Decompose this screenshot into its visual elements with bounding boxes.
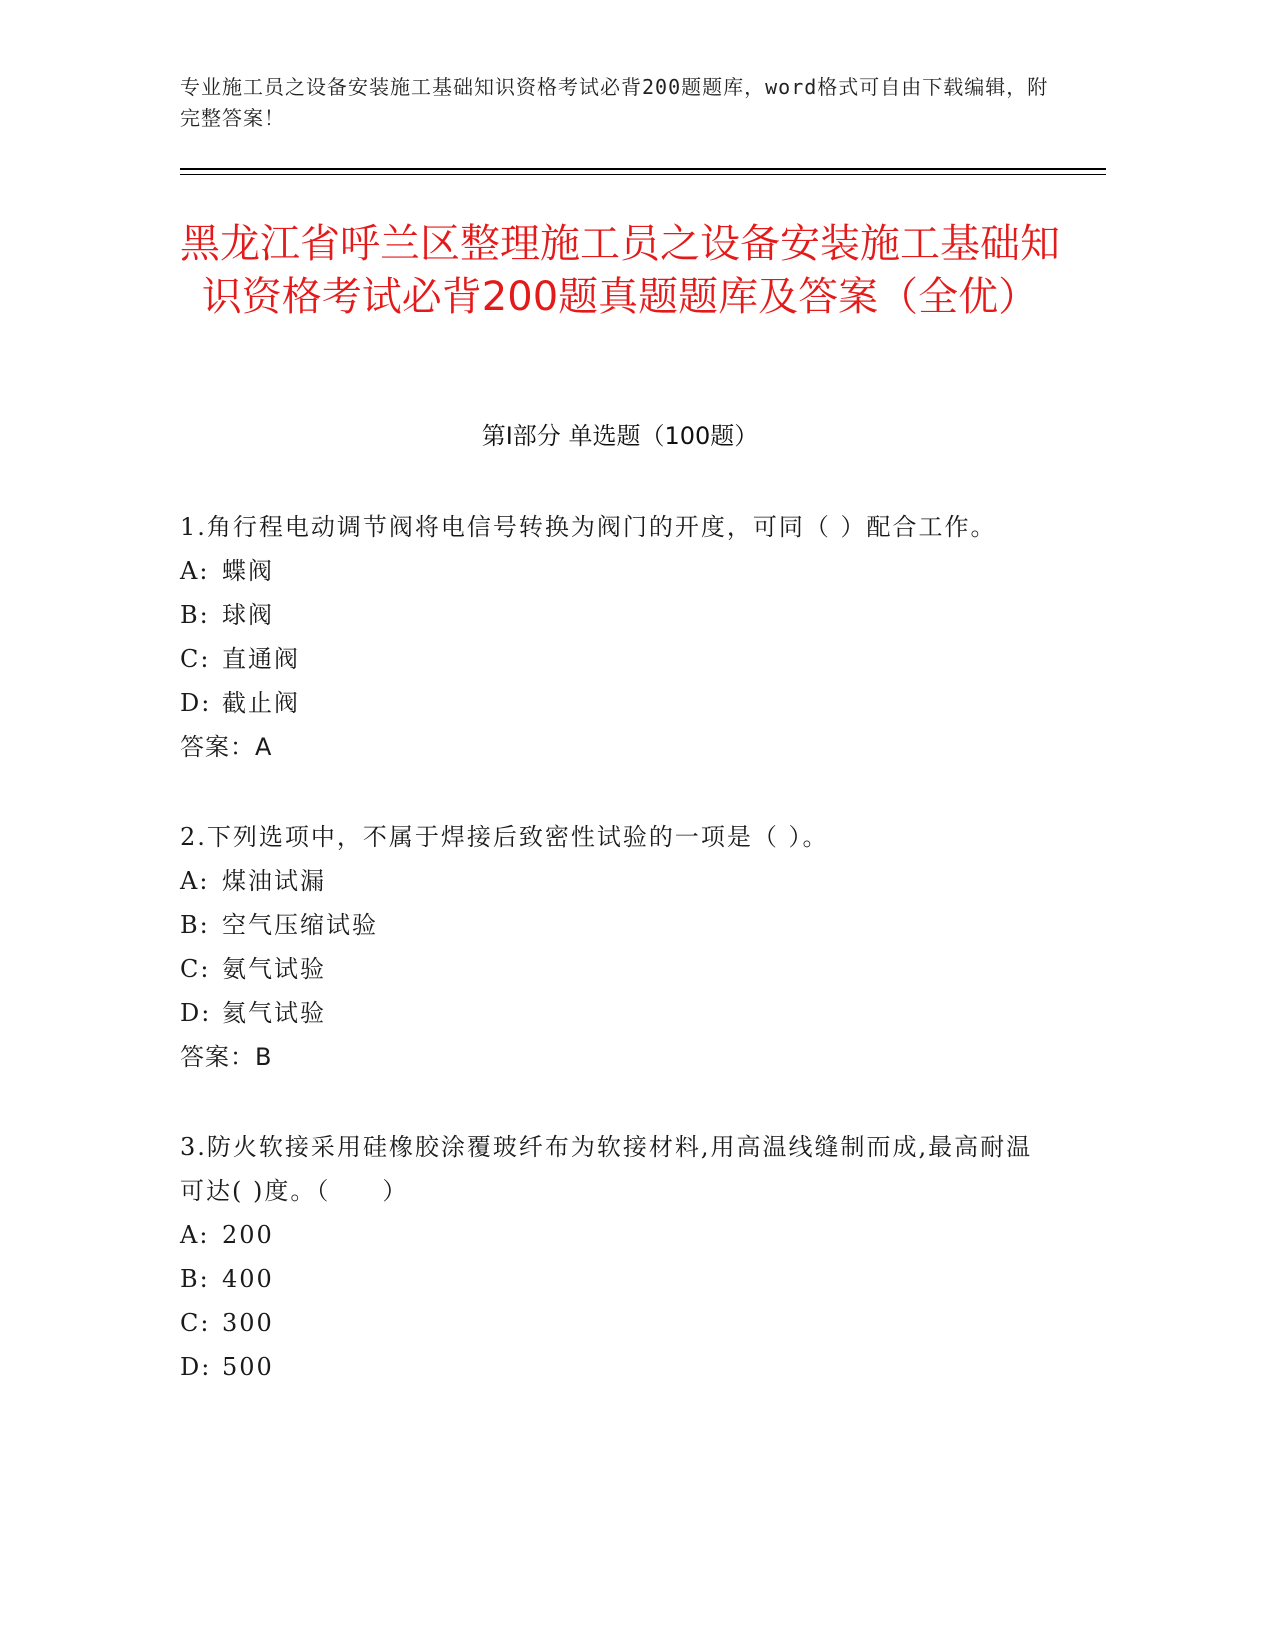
option-a [180,549,1040,593]
option-text: 氦气试验 [222,999,326,1027]
option-d [180,1345,1040,1389]
option-text: 蝶阀 [222,557,274,585]
answer-line: 答案：B [180,1043,273,1071]
header-note: 专业施工员之设备安装施工基础知识资格考试必背200题题库，word格式可自由下载编辑，附完整答案！ [180,75,1049,130]
option-text: 直通阀 [222,645,300,673]
question-list [180,505,1040,1435]
option-b [180,593,1040,637]
option-text: 空气压缩试验 [222,911,378,939]
option-text: 200 [222,1221,274,1249]
option-d [180,681,1040,725]
option-letter: D: [180,689,212,717]
option-text: 煤油试漏 [222,867,326,895]
option-letter: D: [180,999,212,1027]
option-text: 300 [222,1309,274,1337]
header-divider-thick [180,168,1106,170]
option-letter: A: [180,867,210,895]
question-stem: 3.防火软接采用硅橡胶涂覆玻纤布为软接材料,用高温线缝制而成,最高耐温可达( )度。（ ） [180,1133,1033,1205]
option-text: 氨气试验 [222,955,326,983]
option-letter: B: [180,911,210,939]
option-text: 球阀 [222,601,274,629]
option-letter: C: [180,955,211,983]
section-heading: 第Ⅰ部分 单选题（100题） [481,422,759,450]
answer-line: 答案：A [180,733,273,761]
question-stem: 2.下列选项中，不属于焊接后致密性试验的一项是（ ）。 [180,823,829,851]
option-c [180,1301,1040,1345]
option-letter: B: [180,601,210,629]
header-divider-thin [180,174,1106,175]
question-1 [180,505,1040,769]
document-title: 黑龙江省呼兰区整理施工员之设备安装施工基础知识资格考试必背200题真题题库及答案（全优） [180,221,1060,320]
option-text: 截止阀 [222,689,300,717]
option-letter: C: [180,645,211,673]
option-b [180,903,1040,947]
option-a [180,1213,1040,1257]
option-letter: A: [180,557,210,585]
option-letter: A: [180,1221,210,1249]
option-d [180,991,1040,1035]
option-text: 400 [222,1265,274,1293]
option-text: 500 [222,1353,274,1381]
option-letter: B: [180,1265,210,1293]
question-2 [180,815,1040,1079]
option-c [180,637,1040,681]
option-letter: D: [180,1353,212,1381]
option-letter: C: [180,1309,211,1337]
option-b [180,1257,1040,1301]
question-3 [180,1125,1040,1389]
option-c [180,947,1040,991]
question-stem: 1.角行程电动调节阀将电信号转换为阀门的开度，可同（ ）配合工作。 [180,513,997,541]
option-a [180,859,1040,903]
